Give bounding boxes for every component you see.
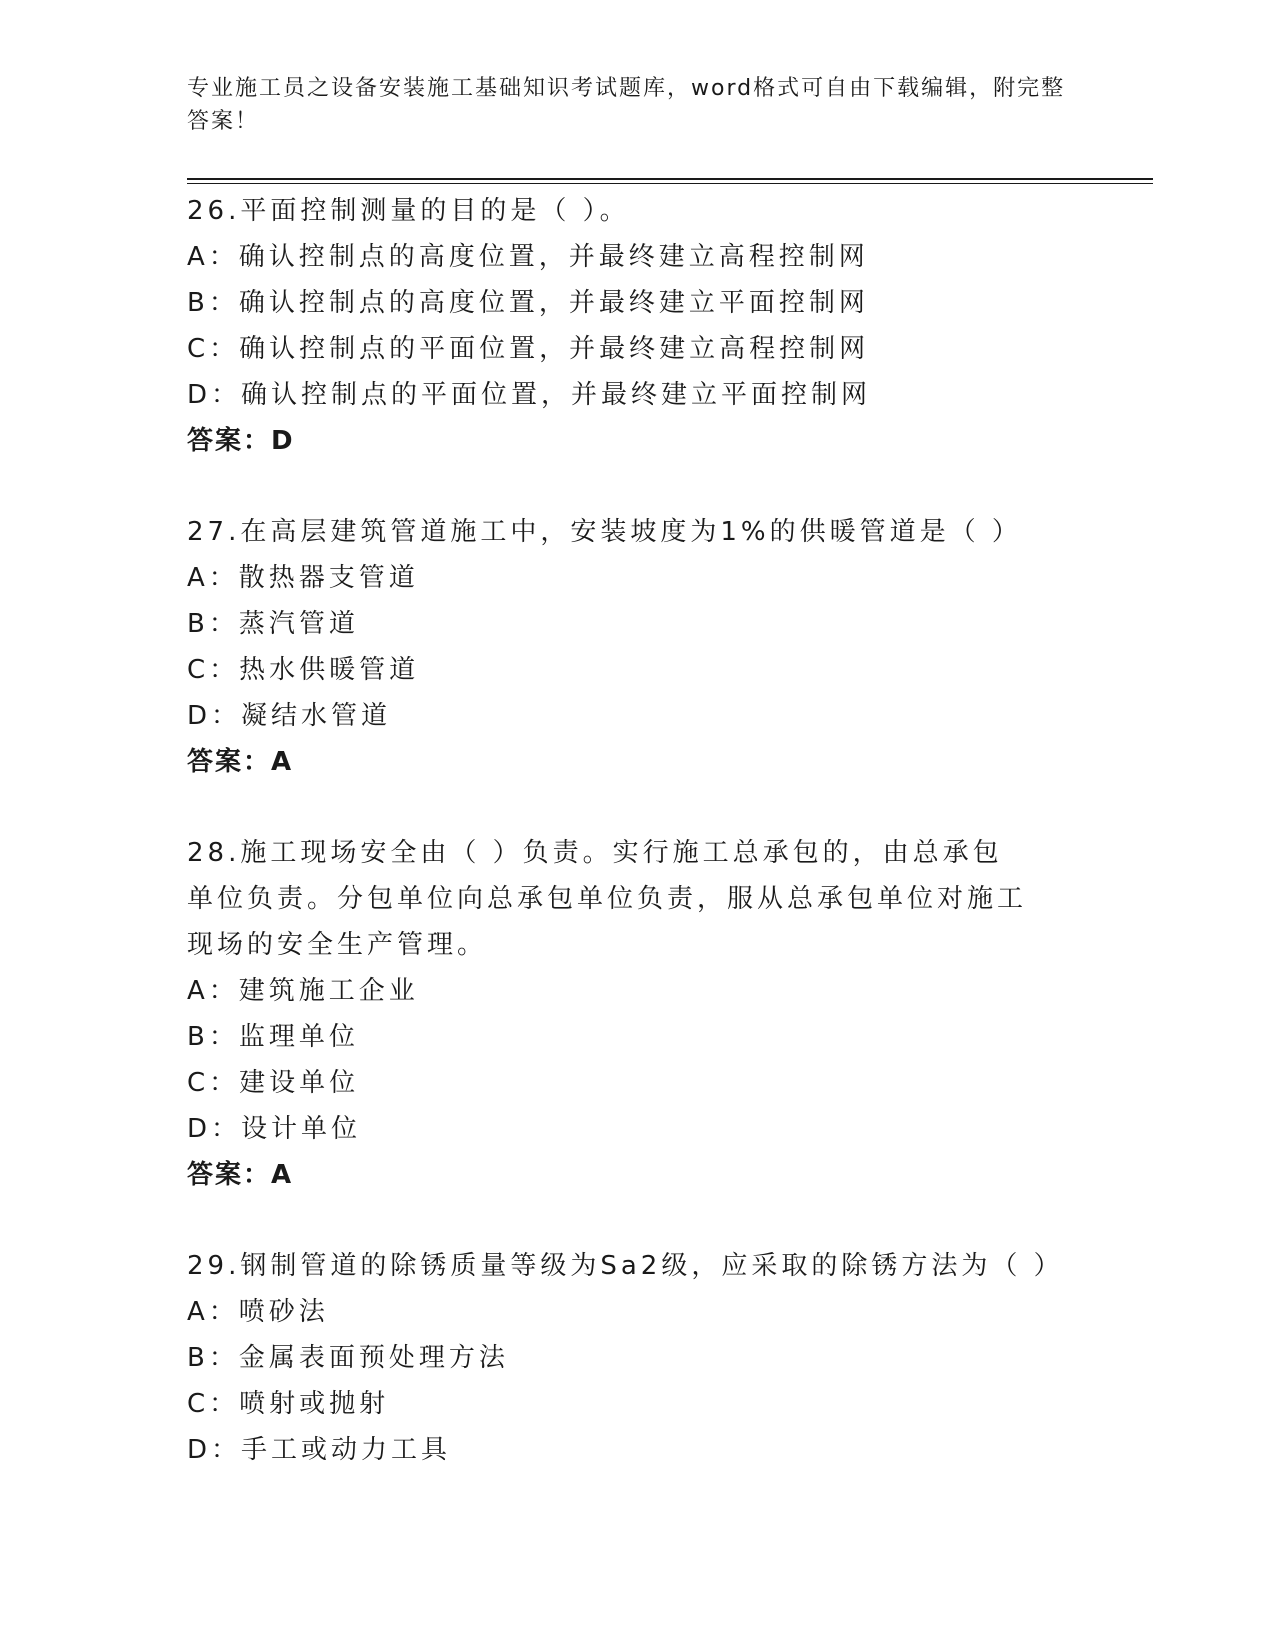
option-a: A：散热器支管道 [187,563,419,593]
option-a: A：建筑施工企业 [187,976,419,1006]
spacer [187,1198,1067,1243]
option-b: B：蒸汽管道 [187,609,359,639]
header-divider-thick [187,178,1153,180]
question-list [187,188,1067,1473]
question-29 [187,1243,1067,1473]
option-c: C：热水供暖管道 [187,655,420,685]
option-a: A：喷砂法 [187,1297,329,1327]
option-d: D：手工或动力工具 [187,1435,452,1465]
question-26 [187,188,1067,464]
document-intro: 专业施工员之设备安装施工基础知识考试题库，word格式可自由下载编辑，附完整答案！ [187,76,1066,134]
answer-line: 答案：A [187,747,294,777]
question-27 [187,509,1067,785]
option-b: B：确认控制点的高度位置，并最终建立平面控制网 [187,288,869,318]
spacer [187,464,1067,509]
question-stem: 28.施工现场安全由（ ）负责。实行施工总承包的，由总承包单位负责。分包单位向总承包单位负责，服从总承包单位对施工现场的安全生产管理。 [187,838,1028,960]
answer-line: 答案：A [187,1160,294,1190]
option-a: A：确认控制点的高度位置，并最终建立高程控制网 [187,242,869,272]
question-stem: 27.在高层建筑管道施工中，安装坡度为1%的供暖管道是（ ） [187,517,1022,547]
option-d: D：确认控制点的平面位置，并最终建立平面控制网 [187,380,872,410]
option-c: C：建设单位 [187,1068,360,1098]
option-d: D：凝结水管道 [187,701,392,731]
option-b: B：金属表面预处理方法 [187,1343,509,1373]
option-b: B：监理单位 [187,1022,359,1052]
spacer [187,785,1067,830]
option-c: C：喷射或抛射 [187,1389,390,1419]
option-d: D：设计单位 [187,1114,362,1144]
question-28 [187,830,1067,1198]
question-stem: 29.钢制管道的除锈质量等级为Sa2级，应采取的除锈方法为（ ） [187,1251,1064,1281]
option-c: C：确认控制点的平面位置，并最终建立高程控制网 [187,334,870,364]
question-stem: 26.平面控制测量的目的是（ ）。 [187,196,630,226]
header-divider-thin [187,183,1153,184]
answer-line: 答案：D [187,426,295,456]
